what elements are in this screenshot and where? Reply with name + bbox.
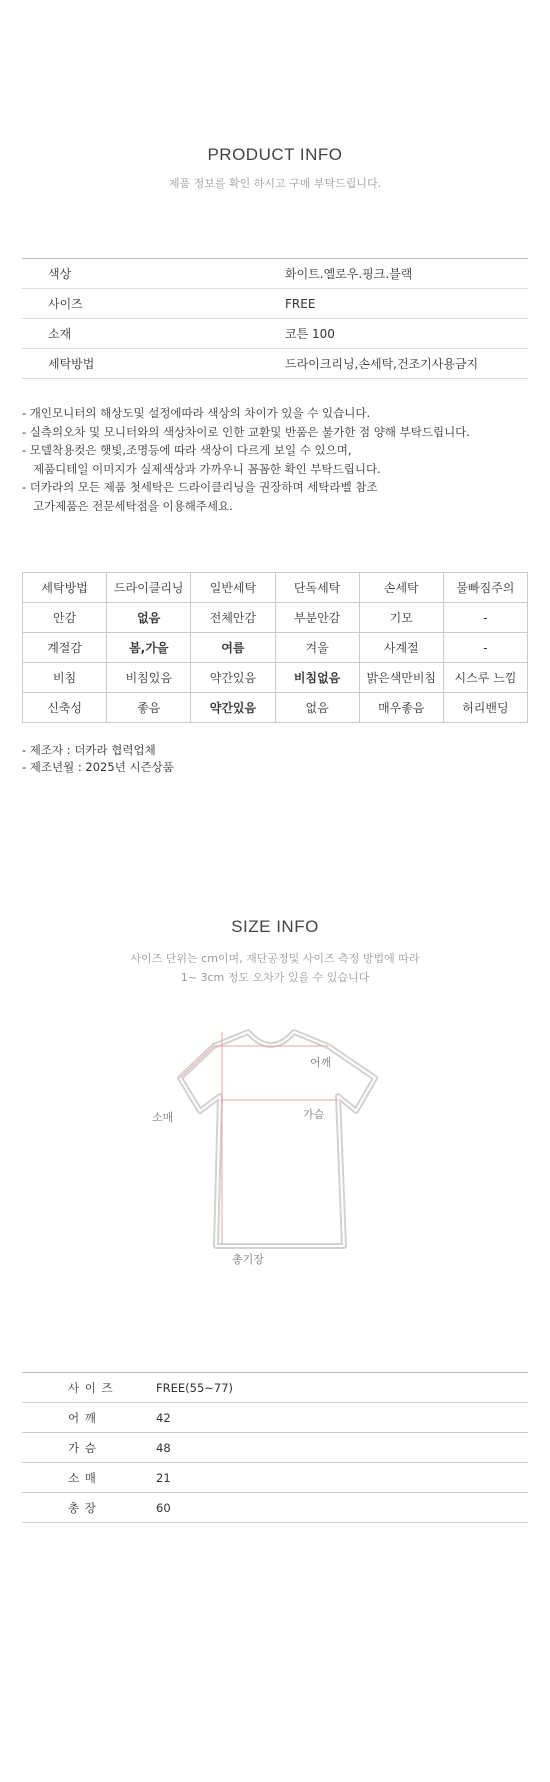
info-row-material — [22, 319, 528, 349]
size-row — [22, 1403, 528, 1433]
info-value: 화이트.옐로우.핑크.블랙 — [285, 259, 528, 289]
care-cell: 사계절 — [359, 633, 443, 663]
care-cell: 좋음 — [107, 693, 191, 723]
maker-info — [22, 742, 174, 776]
product-info-table — [22, 258, 528, 379]
notice-line: - 개인모니터의 해상도및 설정에따라 색상의 차이가 있을 수 있습니다. — [22, 406, 371, 420]
info-row-size — [22, 289, 528, 319]
maker-date-line: - 제조년월 : 2025년 시즌상품 — [22, 760, 174, 774]
care-cell: 손세탁 — [359, 573, 443, 603]
care-row-header: 신축성 — [23, 693, 107, 723]
care-cell: 시스루 느낌 — [443, 663, 527, 693]
notice-line: 고가제품은 전문세탁점을 이용해주세요. — [22, 498, 233, 513]
care-cell: 비침있음 — [107, 663, 191, 693]
care-attributes-table — [22, 572, 528, 723]
chest-label: 가슴 — [303, 1108, 325, 1121]
size-label: 어 깨 — [22, 1403, 156, 1433]
shoulder-label: 어깨 — [310, 1056, 332, 1069]
size-value: 21 — [156, 1463, 528, 1493]
care-cell: 매우좋음 — [359, 693, 443, 723]
size-value: 60 — [156, 1493, 528, 1523]
care-row-header: 계절감 — [23, 633, 107, 663]
info-value: 코튼 100 — [285, 319, 528, 349]
maker-line: - 제조자 : 더카라 협력업체 — [22, 743, 156, 757]
tshirt-outline-inner — [180, 1032, 375, 1246]
care-cell: 드라이클리닝 — [107, 573, 191, 603]
size-label: 가 슴 — [22, 1433, 156, 1463]
info-label: 세탁방법 — [22, 349, 285, 379]
tshirt-size-diagram — [150, 1018, 390, 1280]
care-cell: 부분안감 — [275, 603, 359, 633]
sleeve-label: 소매 — [152, 1111, 174, 1124]
care-cell: 물빠짐주의 — [443, 573, 527, 603]
notice-line: - 실측의오차 및 모니터와의 색상차이로 인한 교환및 반품은 불가한 점 양해 부탁드립니다. — [22, 424, 470, 439]
info-value: FREE — [285, 289, 528, 319]
care-cell: 없음 — [275, 693, 359, 723]
notice-line: - 더카라의 모든 제품 첫세탁은 드라이클리닝을 권장하며 세탁라벨 참조 — [22, 480, 378, 494]
care-cell: 봄,가을 — [107, 633, 191, 663]
size-value: FREE(55~77) — [156, 1373, 528, 1403]
care-row — [23, 573, 528, 603]
notice-list — [22, 404, 470, 515]
care-cell: 기모 — [359, 603, 443, 633]
care-cell: 없음 — [107, 603, 191, 633]
care-cell: 겨울 — [275, 633, 359, 663]
length-label: 총기장 — [232, 1253, 264, 1266]
care-cell: 밝은색만비침 — [359, 663, 443, 693]
notice-line: - 모델착용컷은 햇빛,조명등에 따라 색상이 다르게 보일 수 있으며, — [22, 443, 352, 457]
care-row-header: 비침 — [23, 663, 107, 693]
info-row-color — [22, 259, 528, 289]
tshirt-outline — [180, 1032, 375, 1246]
info-label: 사이즈 — [22, 289, 285, 319]
care-cell: 허리밴딩 — [443, 693, 527, 723]
care-cell: 비침없음 — [275, 663, 359, 693]
care-cell: 약간있음 — [191, 663, 275, 693]
size-row — [22, 1433, 528, 1463]
info-value: 드라이크리닝,손세탁,건조기사용금지 — [285, 349, 528, 379]
size-info-title: SIZE INFO — [231, 917, 319, 936]
sleeve-line — [180, 1046, 214, 1078]
care-row — [23, 693, 528, 723]
care-cell: - — [443, 603, 527, 633]
care-cell: - — [443, 633, 527, 663]
size-row — [22, 1493, 528, 1523]
care-row — [23, 633, 528, 663]
care-cell: 약간있음 — [191, 693, 275, 723]
care-row-header: 세탁방법 — [23, 573, 107, 603]
care-row-header: 안감 — [23, 603, 107, 633]
size-value: 42 — [156, 1403, 528, 1433]
notice-line: 제품디테일 이미지가 실제색상과 가까우니 꼼꼼한 확인 부탁드립니다. — [22, 461, 381, 476]
size-row — [22, 1463, 528, 1493]
size-value: 48 — [156, 1433, 528, 1463]
care-row — [23, 603, 528, 633]
size-table — [22, 1372, 528, 1523]
size-info-subtitle-2: 1~ 3cm 정도 오차가 있을 수 있습니다 — [180, 971, 370, 984]
info-label: 색상 — [22, 259, 285, 289]
size-label: 총 장 — [22, 1493, 156, 1523]
info-label: 소재 — [22, 319, 285, 349]
care-cell: 여름 — [191, 633, 275, 663]
care-cell: 일반세탁 — [191, 573, 275, 603]
size-info-subtitle-1: 사이즈 단위는 cm이며, 재단공정및 사이즈 측정 방법에 따라 — [130, 952, 420, 965]
size-label: 사 이 즈 — [22, 1373, 156, 1403]
info-row-washing — [22, 349, 528, 379]
care-row — [23, 663, 528, 693]
size-label: 소 매 — [22, 1463, 156, 1493]
care-cell: 단독세탁 — [275, 573, 359, 603]
care-cell: 전체안감 — [191, 603, 275, 633]
product-info-title: PRODUCT INFO — [207, 145, 343, 164]
product-info-subtitle: 제품 정보를 확인 하시고 구매 부탁드립니다. — [168, 177, 382, 190]
size-row — [22, 1373, 528, 1403]
